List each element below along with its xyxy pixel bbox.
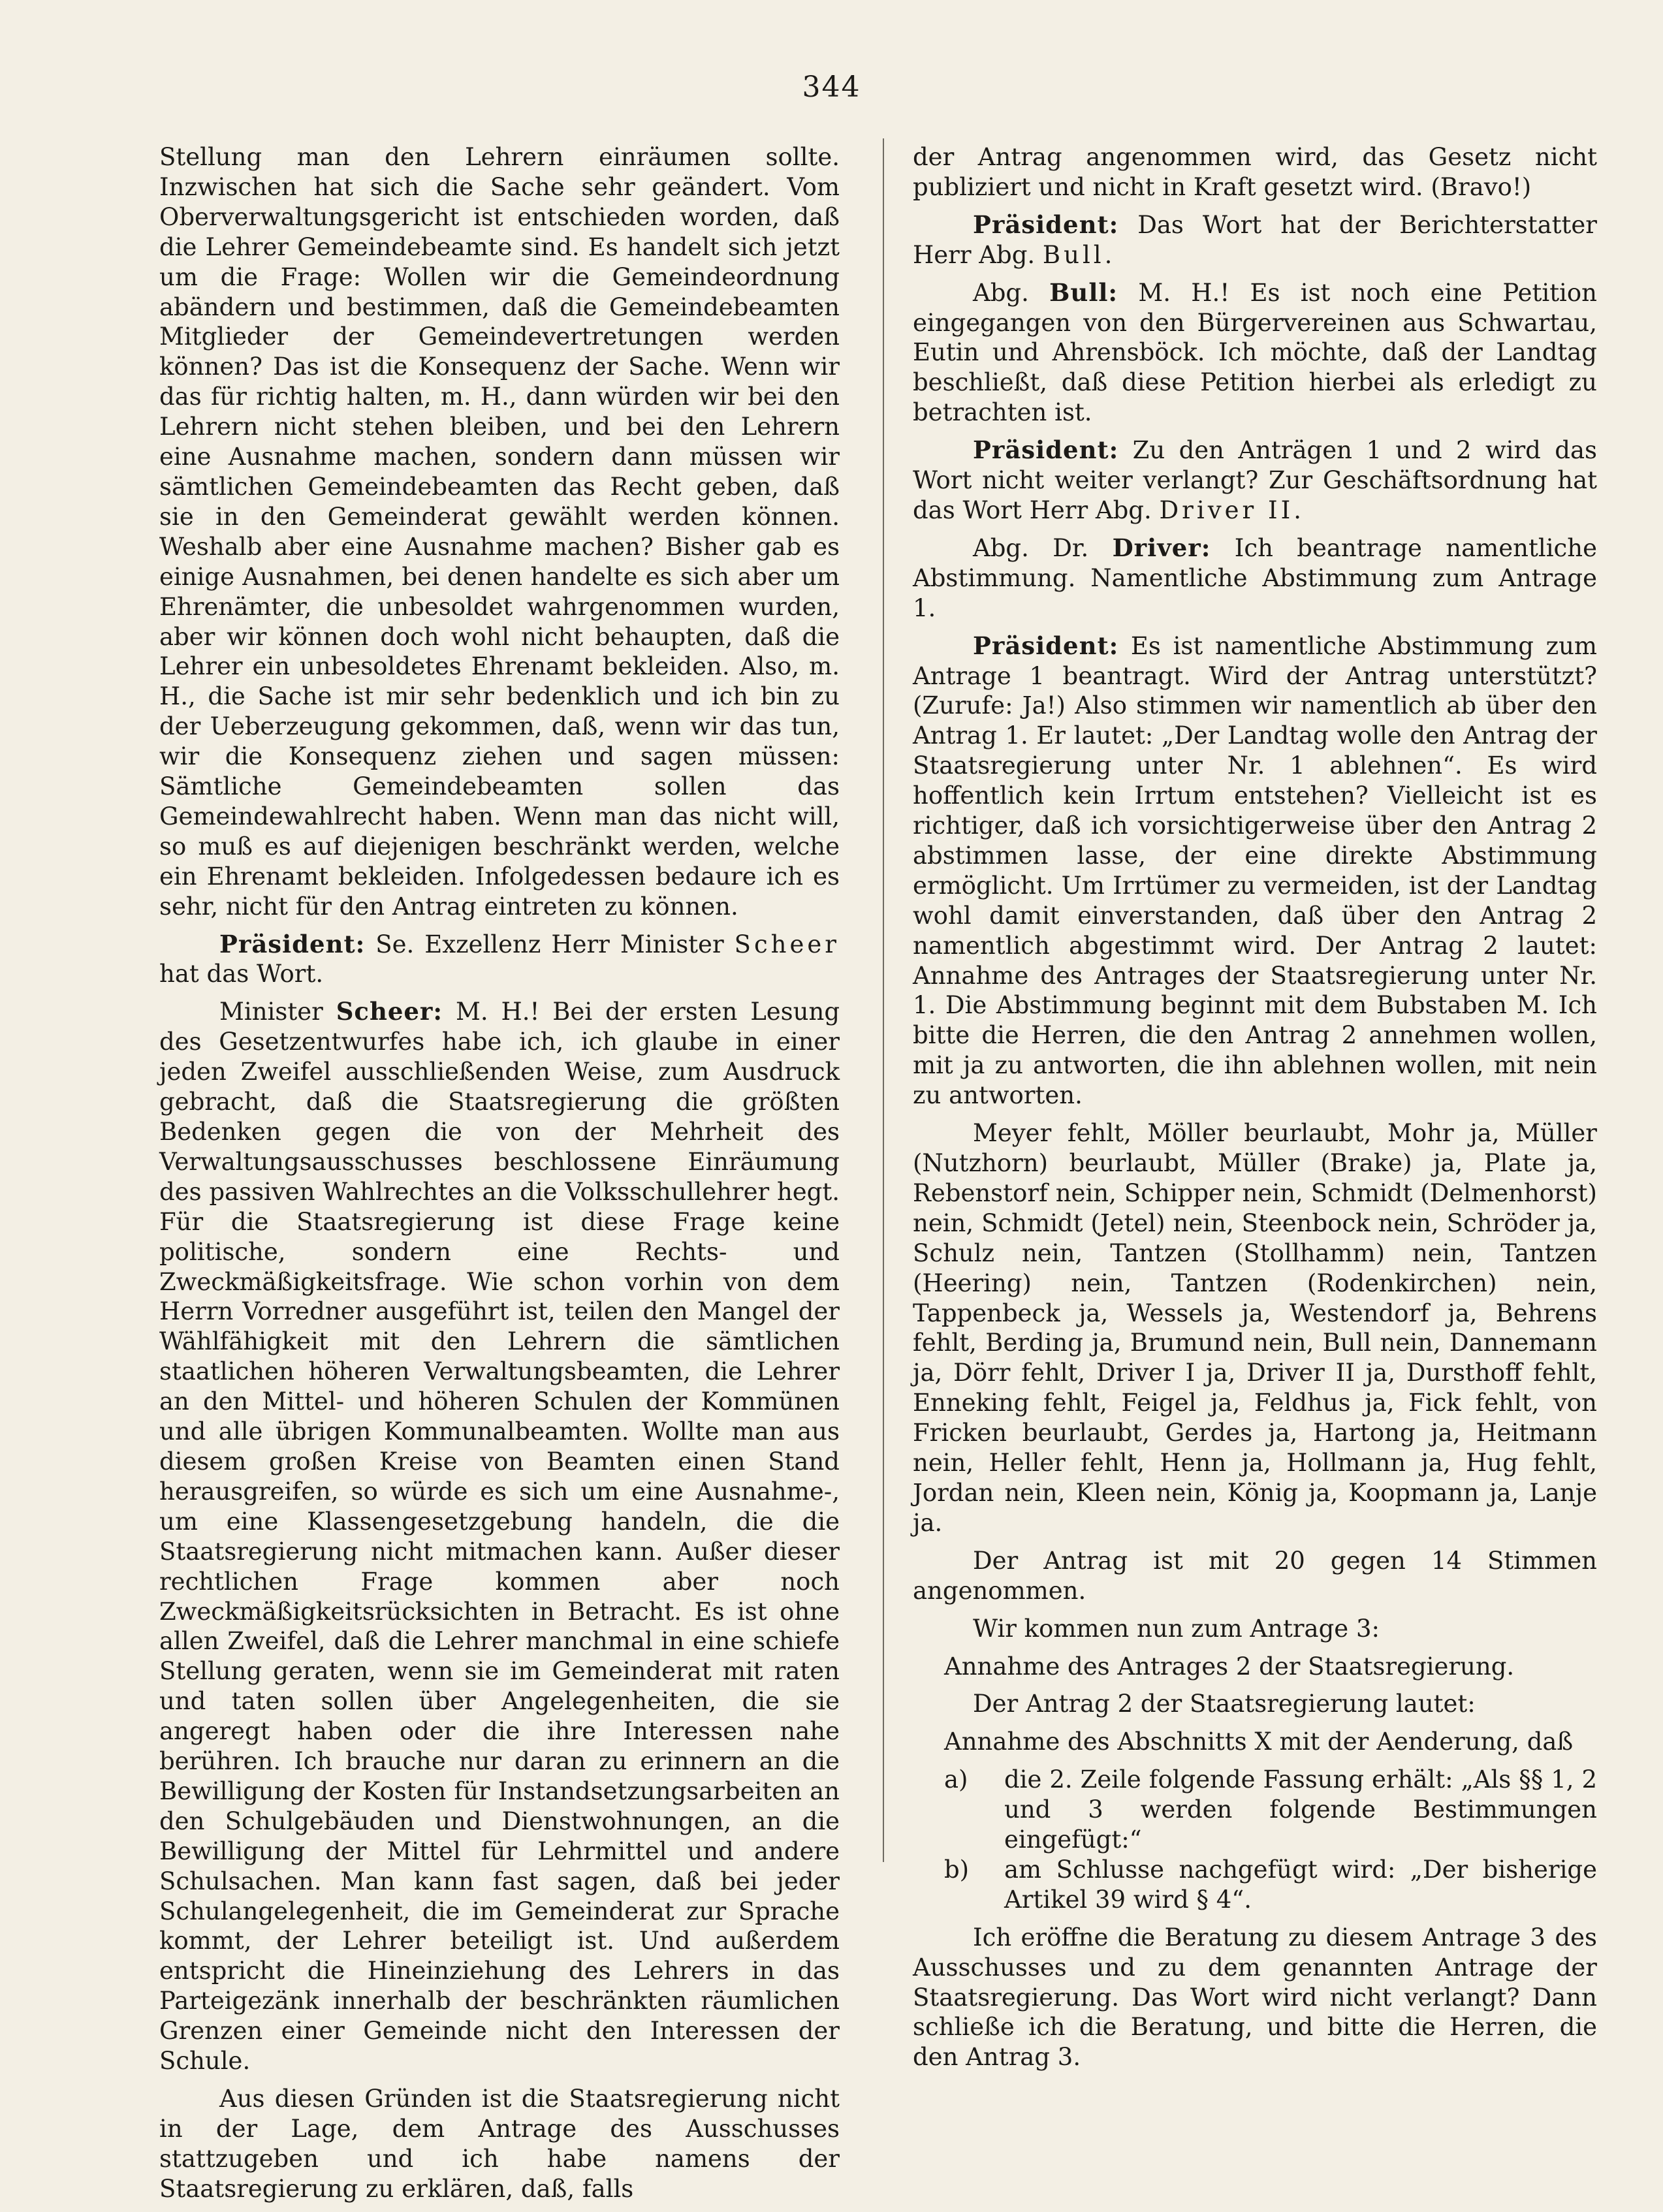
list-item-b (913, 1855, 1597, 1915)
right-paragraph-3 (913, 278, 1597, 428)
speaker-praesident: Präsident: (973, 631, 1119, 660)
right-paragraph-2-text-a: Das Wort hat der Berichterstatter Herr Abg. (913, 210, 1597, 269)
speaker-praesident: Präsident: (973, 435, 1119, 465)
list-item-b-label: b) (944, 1855, 970, 1884)
list-item-b-text: am Schlusse nachgefügt wird: „Der bisherige Artikel 39 wird § 4“. (1004, 1855, 1597, 1914)
speaker-scheer: Scheer: (336, 997, 443, 1026)
right-paragraph-2-text-b: . (1104, 240, 1113, 269)
speaker-praesident: Präsident: (973, 210, 1119, 239)
left-paragraph-1: Stellung man den Lehrern einräumen sollte. Inzwischen hat sich die Sache sehr geändert. Vom Oberverwaltungsgericht ist entschieden worden, daß die Lehrer Gemeindebeamte sind. Es handelt sich jetzt um die Frage: Wollen wir die Gemeindeordnung abändern und bestimmen, daß die Gemeindebeamten Mitglieder der Gemeindevertretungen werden können? Das ist die Konsequenz der Sache. Wenn wir das für richtig halten, m. H., dann würden wir bei den Lehrern nicht stehen bleiben, und bei den Lehrern eine Ausnahme machen, sondern dann müssen wir sämtlichen Gemeindebeamten das Recht geben, daß sie in den Gemeinderat gewählt werden können. Weshalb aber eine Ausnahme machen? Bisher gab es einige Ausnahmen, bei denen handelte es sich aber um Ehrenämter, die unbesoldet wahrgenommen wurden, aber wir können doch wohl nicht behaupten, daß die Lehrer ein unbesoldetes Ehrenamt bekleiden. Also, m. H., die Sache ist mir sehr bedenklich und ich bin zu der Ueberzeugung gekommen, daß, wenn wir das tun, wir die Konsequenz ziehen und sagen müssen: Sämtliche Gemeindebeamten sollen das Gemeindewahlrecht haben. Wenn man das nicht will, so muß es auf diejenigen beschränkt werden, welche ein Ehrenamt bekleiden. Infolgedessen bedaure ich es sehr, nicht für den Antrag eintreten zu können. (159, 143, 840, 921)
right-paragraph-5 (913, 533, 1597, 624)
right-paragraph-2 (913, 210, 1597, 270)
motion-3-text: Annahme des Antrages 2 der Staatsregierung. (944, 1652, 1515, 1681)
list-item-a (913, 1765, 1597, 1855)
list-item-a-label: a) (944, 1765, 968, 1794)
left-paragraph-3-prefix: Minister (219, 998, 336, 1026)
right-paragraph-5-text: Ich beantrage namentliche Abstimmung. Namentliche Abstimmung zum Antrage 1. (913, 533, 1597, 622)
vote-roll-call: Meyer fehlt, Möller beurlaubt, Mohr ja, Müller (Nutzhorn) beurlaubt, Müller (Brake) ja, Plate ja, Rebenstorf nein, Schipper nein, Schmidt (Delmenhorst) nein, Schmidt (Jetel) nein, Steenbock nein, Schröder ja, Schulz nein, Tantzen (Stollhamm) nein, Tantzen (Heering) nein, Tantzen (Rodenkirchen) nein, Tappenbeck ja, Wessels ja, Westendorf ja, Behrens fehlt, Berding ja, Brumund nein, Bull nein, Dannemann ja, Dörr fehlt, Driver I ja, Driver II ja, Dursthoff fehlt, Enneking fehlt, Feigel ja, Feldhus ja, Fick fehlt, von Fricken beurlaubt, Gerdes ja, Hartong ja, Heitmann nein, Heller fehlt, Henn ja, Hollmann ja, Hug fehlt, Jordan nein, Kleen nein, König ja, Koopmann ja, Lanje ja. (913, 1119, 1597, 1537)
speaker-driver: Driver: (1112, 533, 1211, 562)
motion-2-text: Annahme des Abschnitts X mit der Aenderung, daß (944, 1728, 1574, 1756)
name-bull: Bull (1042, 240, 1105, 269)
right-paragraph-4-text-b: . (1293, 496, 1301, 524)
right-paragraph-5-prefix: Abg. Dr. (973, 533, 1113, 562)
left-paragraph-2-text-b: hat das Wort. (159, 960, 324, 988)
right-column (913, 142, 1597, 2080)
left-paragraph-3 (159, 997, 840, 2076)
vote-result: Der Antrag ist mit 20 gegen 14 Stimmen angenommen. (913, 1546, 1597, 1605)
left-paragraph-2 (159, 930, 840, 990)
column-divider (883, 138, 884, 1862)
right-paragraph-4 (913, 435, 1597, 526)
right-paragraph-4-text-a: Zu den Anträgen 1 und 2 wird das Wort nicht weiter verlangt? Zur Geschäftsordnung hat das Wort Herr Abg. (913, 436, 1597, 524)
right-paragraph-9: Wir kommen nun zum Antrage 3: (973, 1614, 1380, 1643)
left-paragraph-2-text-a: Se. Exzellenz Herr Minister (365, 930, 735, 958)
right-paragraph-3-prefix: Abg. (973, 278, 1050, 307)
right-paragraph-1: der Antrag angenommen wird, das Gesetz nicht publiziert und nicht in Kraft gesetzt wird. (Bravo!) (913, 143, 1597, 201)
name-scheer: Scheer (734, 930, 840, 958)
page-number: 344 (802, 71, 861, 104)
left-column (159, 142, 840, 2212)
left-paragraph-4: Aus diesen Gründen ist die Staatsregierung nicht in der Lage, dem Antrage des Ausschusses stattzugeben und ich habe namens der Staatsregierung zu erklären, daß, falls (159, 2085, 840, 2203)
right-paragraph-3-text: M. H.! Es ist noch eine Petition eingegangen von den Bürgervereinen aus Schwartau, Eutin und Ahrensböck. Ich möchte, daß der Landtag beschließt, daß diese Petition hierbei als erledigt zu betrachten ist. (913, 278, 1598, 427)
speaker-praesident: Präsident: (219, 929, 366, 958)
right-paragraph-6-text: Es ist namentliche Abstimmung zum Antrage 1 beantragt. Wird der Antrag unterstützt? (Zurufe: Ja!) Also stimmen wir namentlich ab über den Antrag 1. Er lautet: „Der Landtag wolle den Antrag der Staatsregierung unter Nr. 1 ablehnen“. Es wird hoffentlich kein Irrtum entstehen? Vielleicht ist es richtiger, daß ich vorsichtigerweise über den Antrag 2 abstimmen lasse, der eine direkte Abstimmung ermöglicht. Um Irrtümer zu vermeiden, ist der Landtag wohl damit einverstanden, daß über den Antrag 2 namentlich abgestimmt wird. Der Antrag 2 lautet: Annahme des Antrages der Staatsregierung unter Nr. 1. Die Abstimmung beginnt mit dem Bubstaben M. Ich bitte die Herren, die den Antrag 2 annehmen wollen, mit ja zu antworten, die ihn ablehnen wollen, mit nein zu antworten. (913, 631, 1597, 1110)
speaker-bull: Bull: (1049, 277, 1118, 307)
right-paragraph-6 (913, 631, 1597, 1111)
list-item-a-text: die 2. Zeile folgende Fassung erhält: „Als §§ 1, 2 und 3 werden folgende Bestimmungen eingefügt:“ (1004, 1765, 1597, 1854)
right-paragraph-13: Ich eröffne die Beratung zu diesem Antrage 3 des Ausschusses und zu dem genannten Antrage der Staatsregierung. Das Wort wird nicht verlangt? Dann schließe ich die Beratung, und bitte die Herren, die den Antrag 3. (913, 1923, 1597, 2072)
right-paragraph-11: Der Antrag 2 der Staatsregierung lautet: (973, 1690, 1476, 1718)
name-driver-ii: Driver II (1159, 496, 1294, 524)
left-paragraph-3-text: M. H.! Bei der ersten Lesung des Gesetzentwurfes habe ich, ich glaube in einer jeden Zweifel ausschließenden Weise, zum Ausdruck gebracht, daß die Staatsregierung die größten Bedenken gegen die von der Mehrheit des Verwaltungsausschusses beschlossene Einräumung des passiven Wahlrechtes an die Volksschullehrer hegt. Für die Staatsregierung ist diese Frage keine politische, sondern eine Rechts- und Zweckmäßigkeitsfrage. Wie schon vorhin von dem Herrn Vorredner ausgeführt ist, teilen den Mangel der Wählfähigkeit mit den Lehrern die sämtlichen staatlichen höheren Verwaltungsbeamten, die Lehrer an den Mittel- und höheren Schulen der Kommünen und alle übrigen Kommunalbeamten. Wollte man aus diesem großen Kreise von Beamten einen Stand herausgreifen, so würde es sich um eine Ausnahme-, um eine Klassengesetzgebung handeln, die die Staatsregierung nicht mitmachen kann. Außer dieser rechtlichen Frage kommen aber noch Zweckmäßigkeitsrücksichten in Betracht. Es ist ohne allen Zweifel, daß die Lehrer manchmal in eine schiefe Stellung geraten, wenn sie im Gemeinderat mit raten und taten sollen über Angelegenheiten, die sie angeregt haben oder die ihre Interessen nahe berühren. Ich brauche nur daran zu erinnern an die Bewilligung der Kosten für Instandsetzungsarbeiten an den Schulgebäuden und Dienstwohnungen, an die Bewilligung der Mittel für Lehrmittel und andere Schulsachen. Man kann fast sagen, daß bei jeder Schulangelegenheit, die im Gemeinderat zur Sprache kommt, der Lehrer beteiligt ist. Und außerdem entspricht die Hineinziehung des Lehrers in das Parteigezänk innerhalb der beschränkten räumlichen Grenzen einer Gemeinde nicht den Interessen der Schule. (159, 998, 840, 2076)
